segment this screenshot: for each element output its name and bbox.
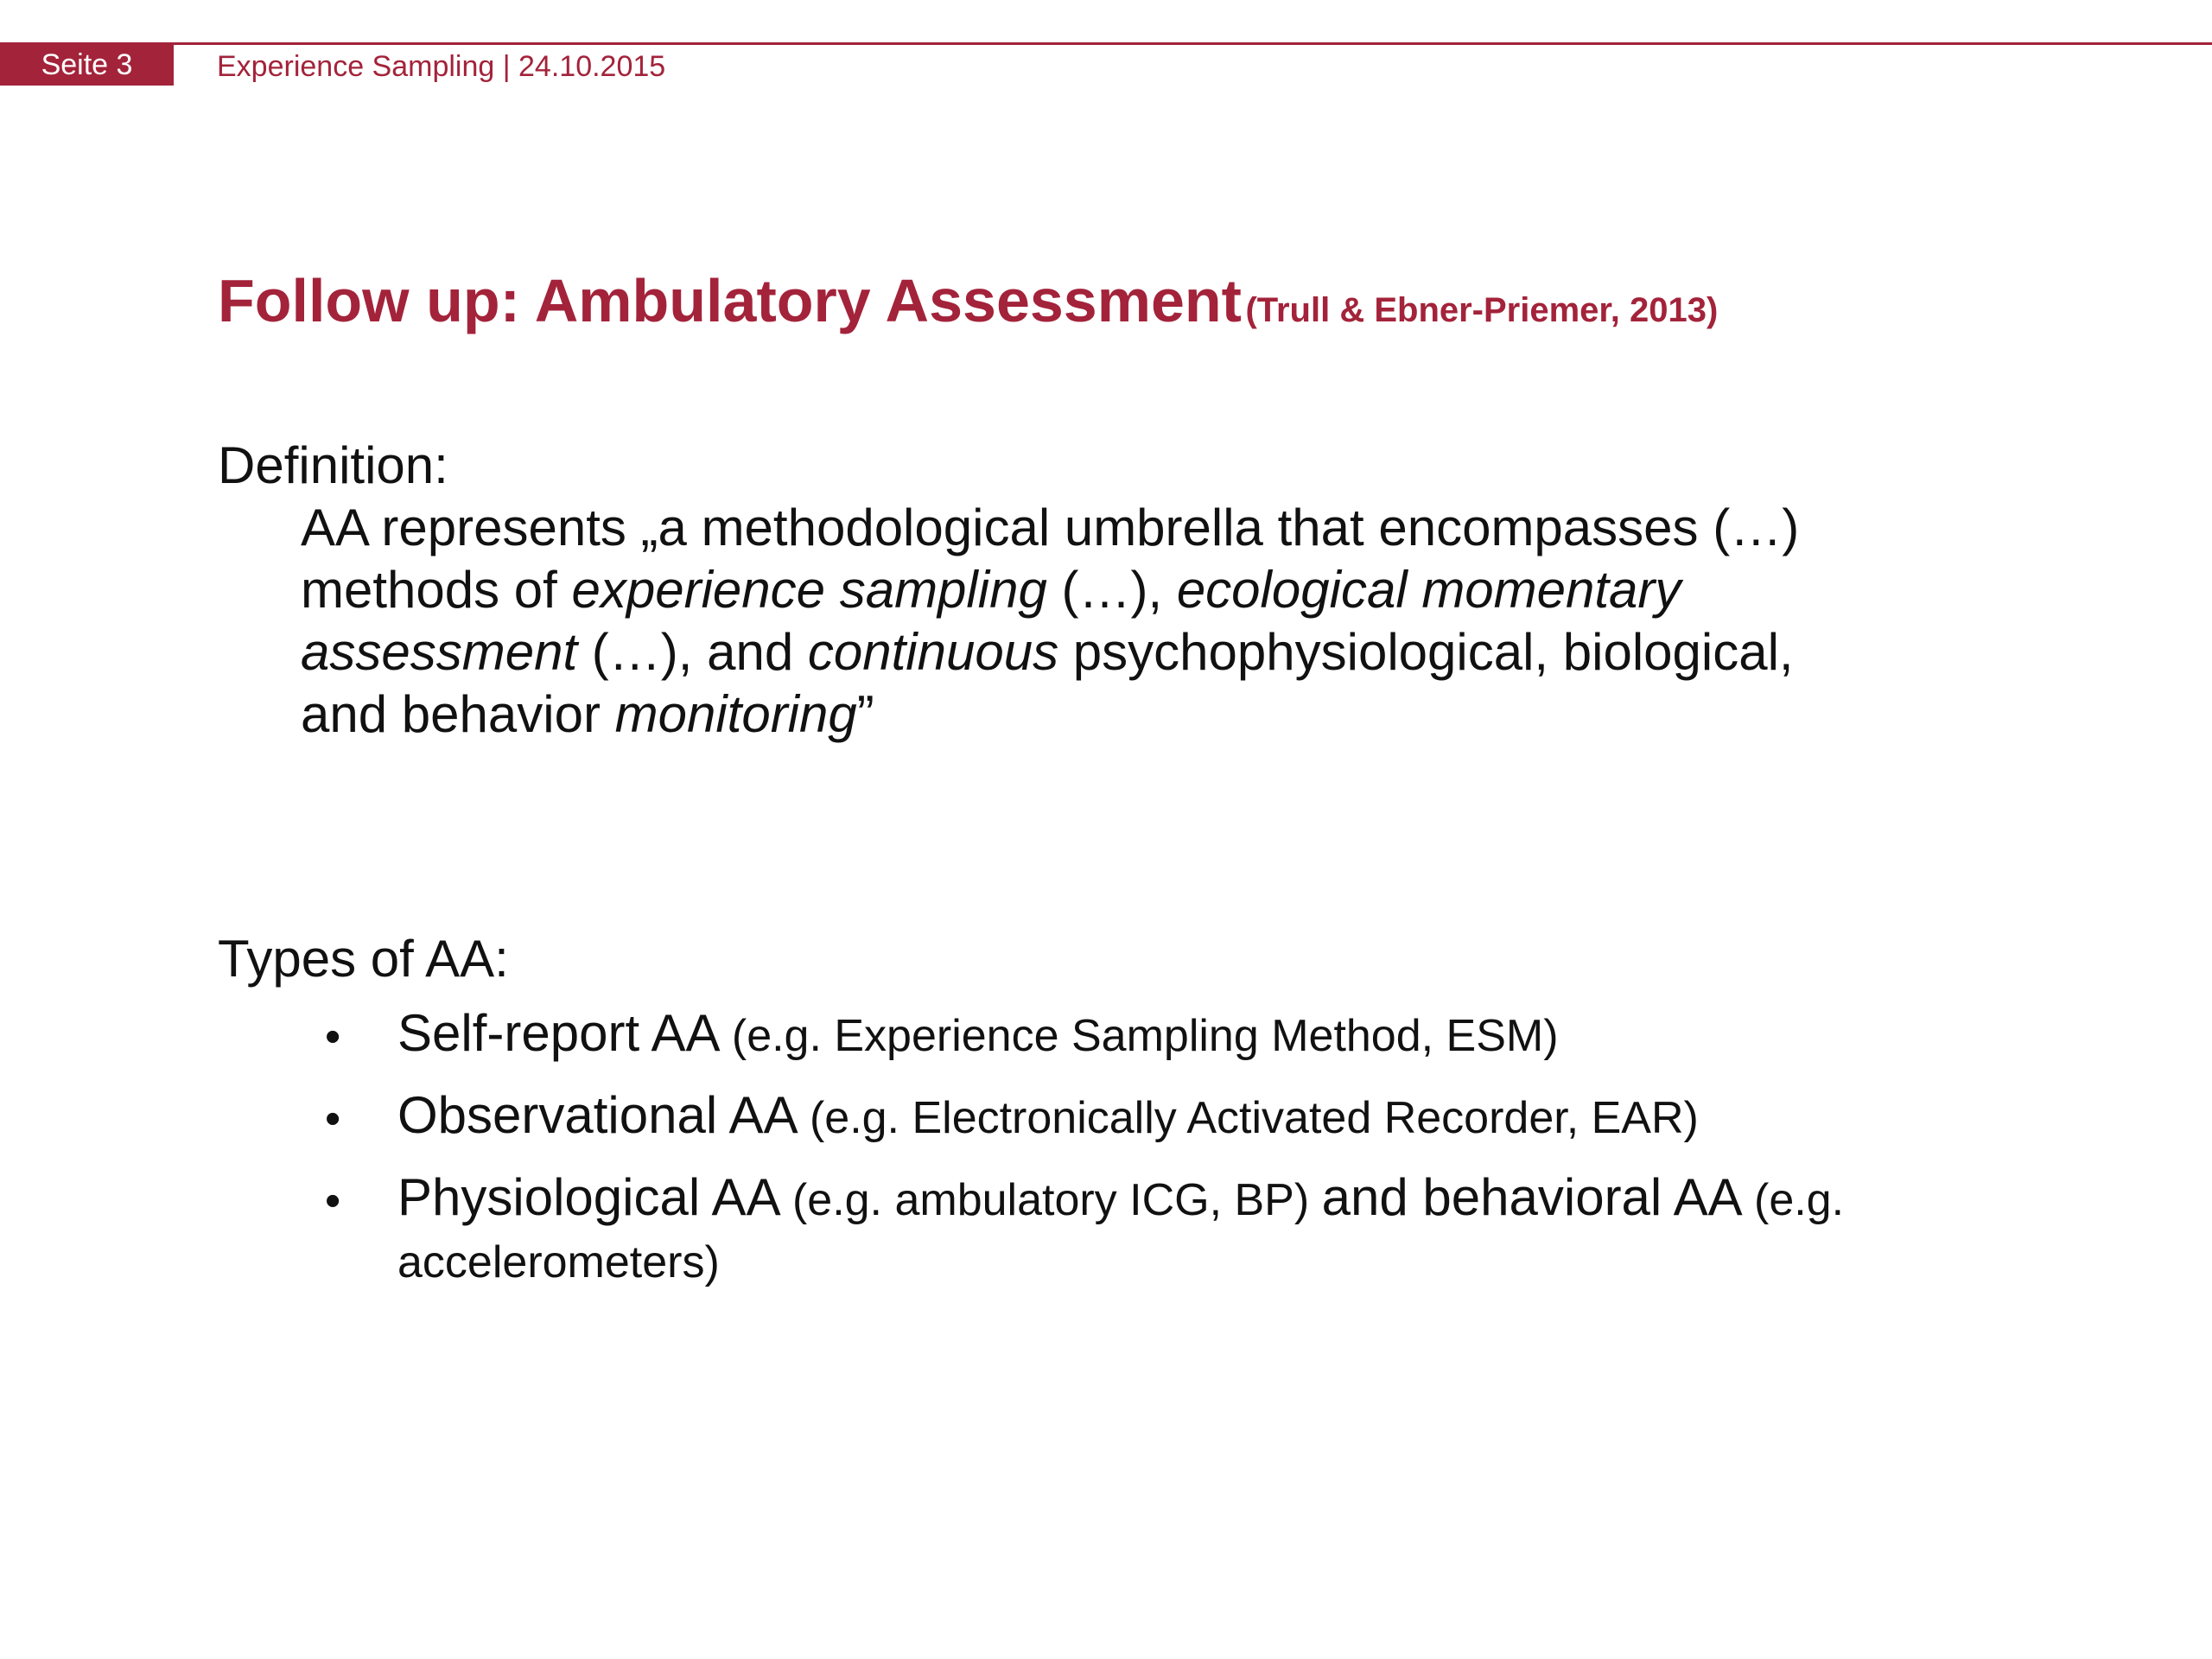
definition-emphasis: assessment [301, 623, 578, 681]
definition-segment: (…), and [577, 623, 808, 681]
definition-text [301, 497, 2029, 746]
definition-emphasis: monitoring [614, 685, 857, 743]
definition-line [301, 497, 2029, 559]
definition-line [301, 621, 2029, 683]
type-item [325, 1002, 2062, 1067]
type-name: and behavioral AA [1321, 1168, 1754, 1226]
definition-emphasis: experience sampling [571, 561, 1047, 619]
definition-segment: AA represents „a methodological umbrella that encompasses (…) [301, 499, 1800, 556]
definition-segment: psychophysiological, biological, [1058, 623, 1794, 681]
type-example: (e.g. Experience Sampling Method, ESM) [731, 1011, 1559, 1061]
type-name: Observational AA [397, 1086, 810, 1144]
page-number-tab: Seite 3 [0, 45, 174, 86]
type-example: (e.g. Electronically Activated Recorder, EAR) [809, 1093, 1699, 1143]
definition-segment: methods of [301, 561, 572, 619]
bullet-icon: • [325, 1012, 341, 1062]
definition-line [301, 683, 2029, 746]
definition-emphasis: ecological momentary [1176, 561, 1681, 619]
definition-segment: and behavior [301, 685, 615, 743]
definition-segment: (…), [1046, 561, 1177, 619]
bullet-icon: • [325, 1094, 341, 1144]
slide-title-citation: (Trull & Ebner-Priemer, 2013) [1245, 291, 1719, 329]
presentation-meta: Experience Sampling | 24.10.2015 [217, 50, 666, 83]
type-item [325, 1084, 2062, 1149]
type-item [325, 1166, 2062, 1294]
definition-line [301, 559, 2029, 621]
type-name: Physiological AA [397, 1168, 792, 1226]
slide-title [218, 264, 1718, 337]
type-example: (e.g. accelerometers) [397, 1175, 1845, 1287]
type-name: Self-report AA [397, 1004, 732, 1062]
header-rule [0, 42, 2212, 45]
definition-emphasis: continuous [807, 623, 1059, 681]
types-label: Types of AA: [218, 930, 509, 988]
slide-title-main: Follow up: Ambulatory Assessment [218, 267, 1242, 334]
type-example: (e.g. ambulatory ICG, BP) [791, 1175, 1322, 1225]
bullet-icon: • [325, 1176, 341, 1226]
definition-segment: ” [856, 685, 874, 743]
types-list [325, 1002, 2062, 1311]
definition-label: Definition: [218, 436, 448, 494]
